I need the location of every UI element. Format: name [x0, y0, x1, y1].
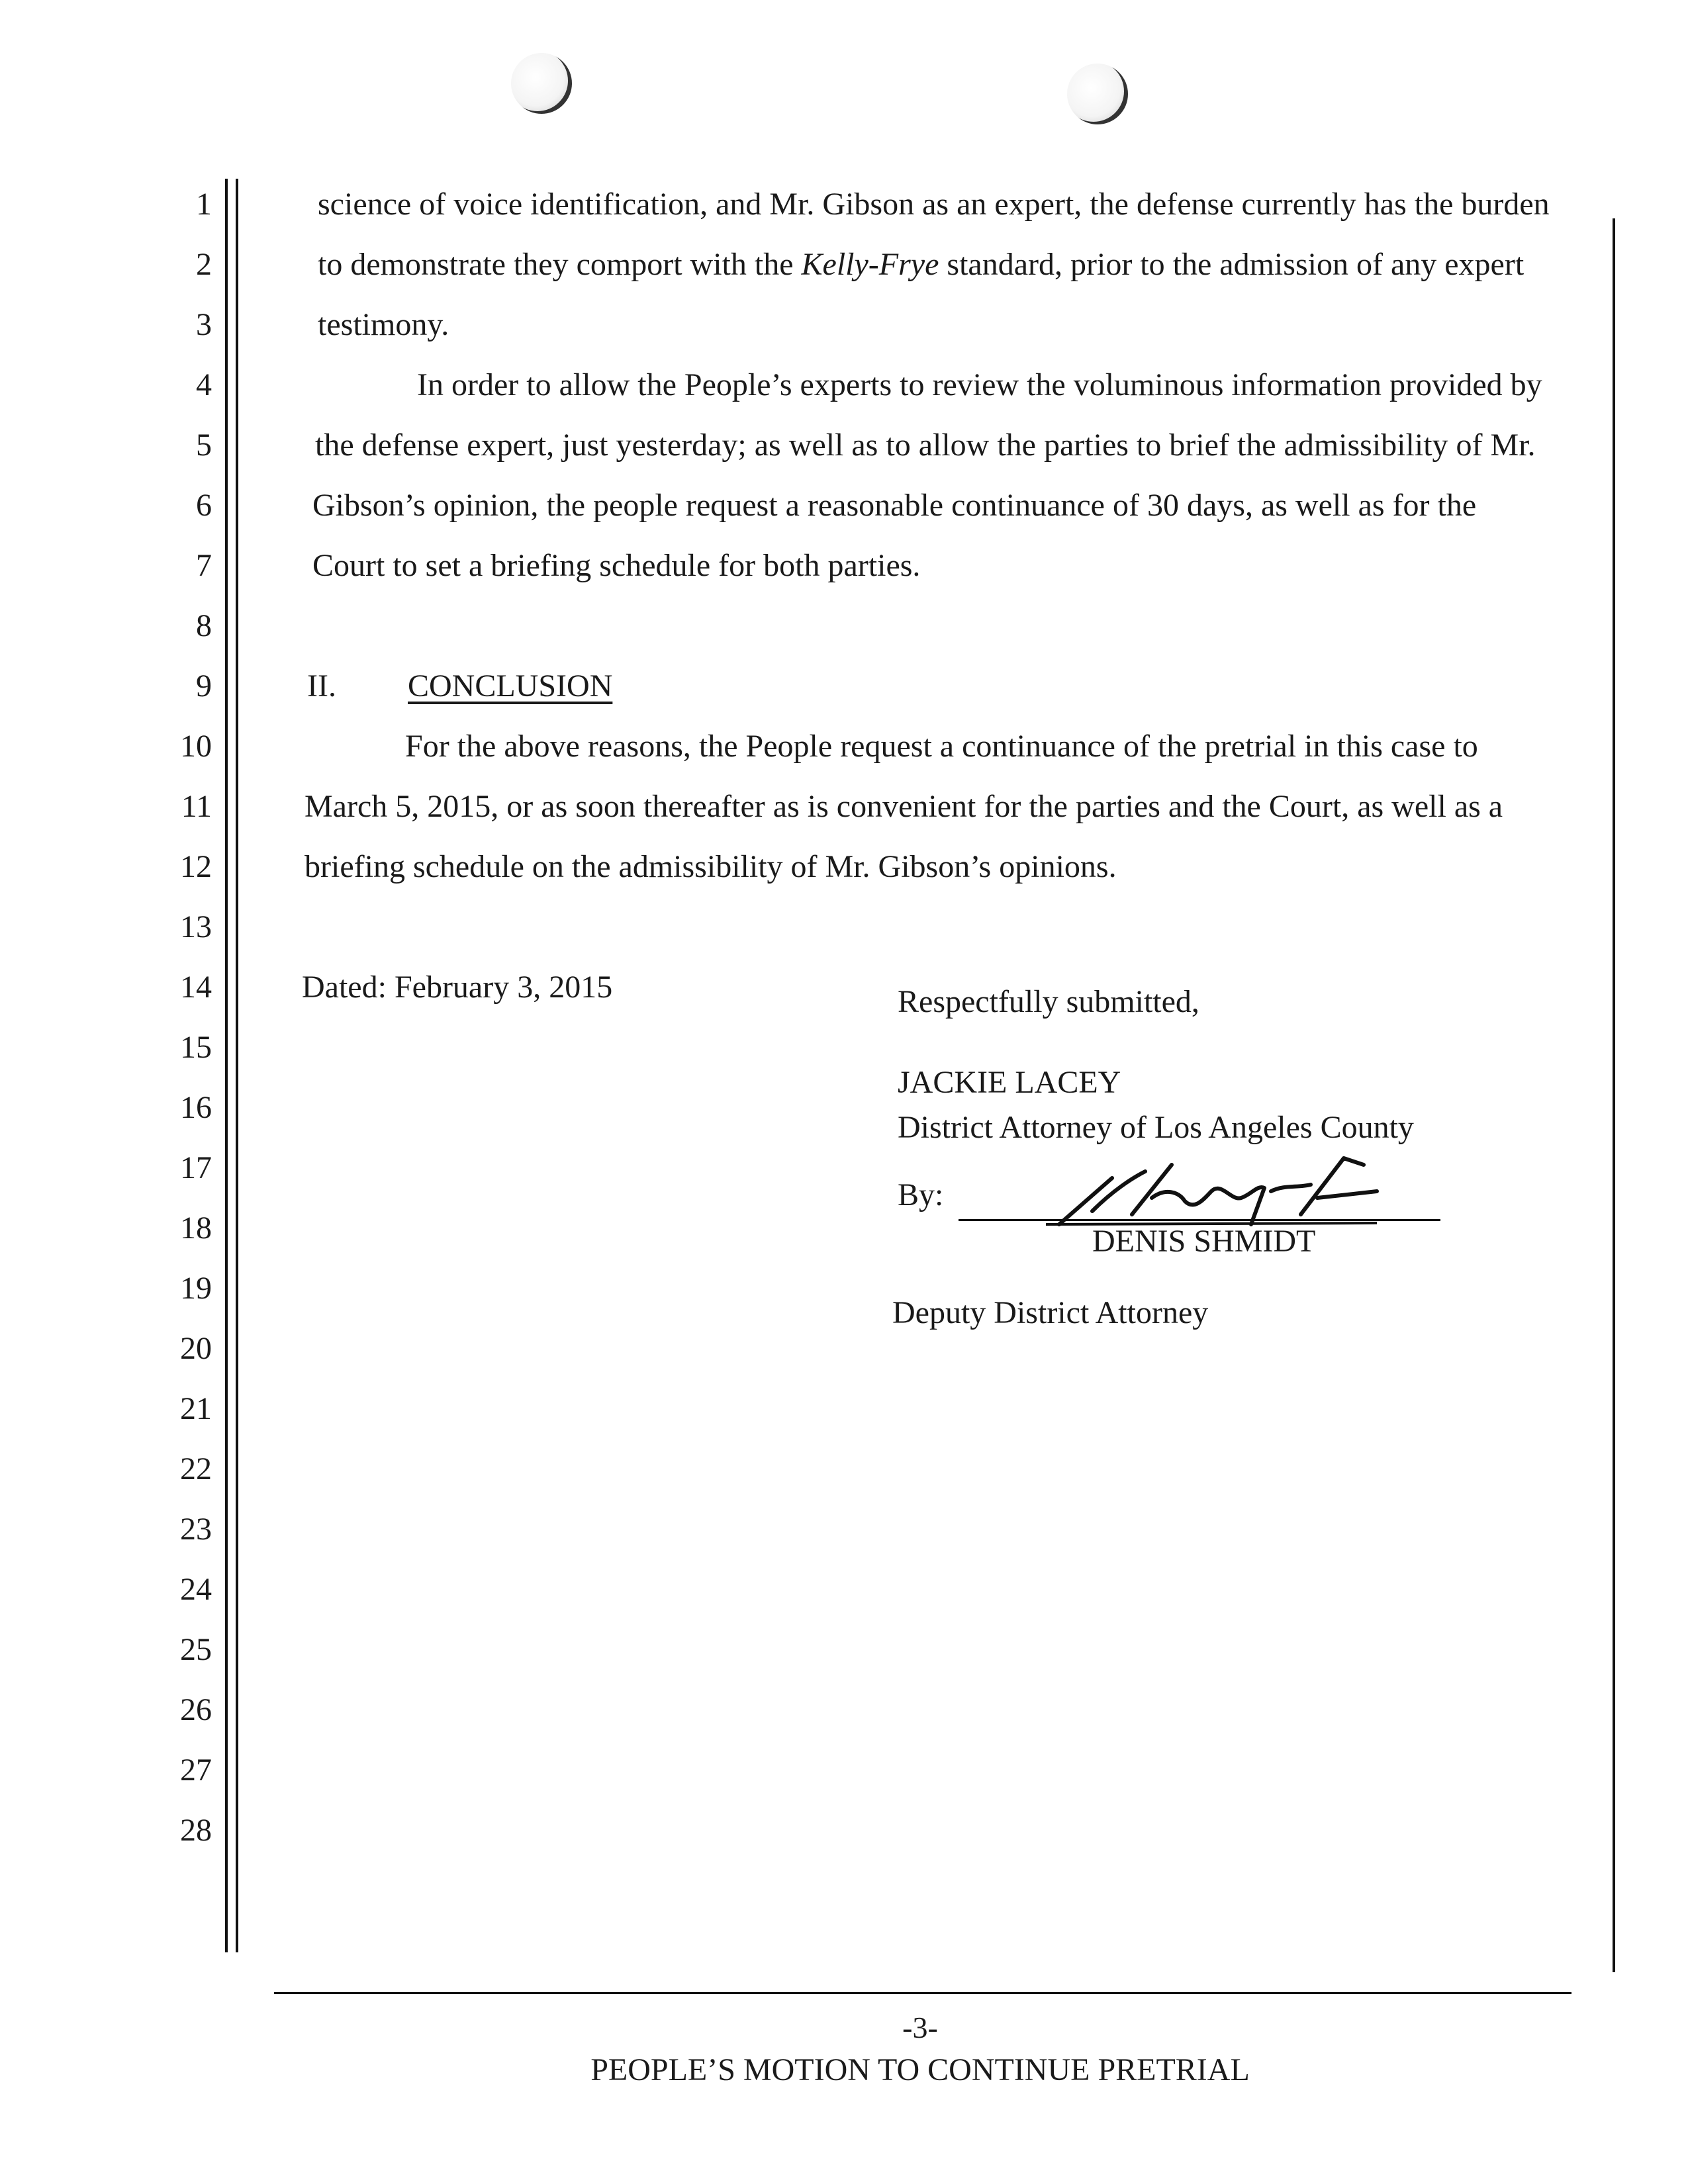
line-number: 21 [180, 1391, 212, 1426]
line-number: 12 [180, 849, 212, 884]
line-number: 26 [180, 1692, 212, 1727]
footer-rule [274, 1992, 1571, 1994]
body-line: science of voice identification, and Mr. Gibson as an expert, the defense currently has the burden [318, 187, 1550, 222]
line-number: 2 [196, 247, 212, 282]
line-number: 13 [180, 909, 212, 944]
body-line: testimony. [318, 307, 449, 342]
line-number: 3 [196, 307, 212, 342]
line-number: 25 [180, 1632, 212, 1667]
right-margin-rule [1613, 218, 1615, 1972]
line-number: 20 [180, 1331, 212, 1366]
punch-hole-right [1067, 64, 1128, 124]
punch-hole-left [511, 53, 572, 114]
date-line: Dated: February 3, 2015 [302, 970, 613, 1005]
signer-name: DENIS SHMIDT [1092, 1224, 1316, 1259]
line-number: 19 [180, 1271, 212, 1306]
line-number: 17 [180, 1150, 212, 1185]
body-line: In order to allow the People’s experts to review the voluminous information provided by [417, 367, 1542, 402]
line-number: 7 [196, 548, 212, 583]
line-number: 8 [196, 608, 212, 643]
line-number: 14 [180, 970, 212, 1005]
page-number: -3- [902, 2011, 938, 2044]
line-number: 16 [180, 1090, 212, 1125]
line-number: 27 [180, 1752, 212, 1788]
line-number: 4 [196, 367, 212, 402]
line-number: 28 [180, 1813, 212, 1848]
body-line [318, 249, 1524, 281]
case-citation: Kelly-Frye [801, 247, 939, 282]
body-line: the defense expert, just yesterday; as well as to allow the parties to brief the admissibility of Mr. [315, 428, 1536, 463]
closing: Respectfully submitted, [898, 984, 1199, 1019]
body-text-segment: standard, prior to the admission of any expert [939, 247, 1524, 282]
document-title: PEOPLE’S MOTION TO CONTINUE PRETRIAL [590, 2052, 1250, 2087]
line-number: 5 [196, 428, 212, 463]
line-number: 1 [196, 187, 212, 222]
section-number: II. [307, 668, 336, 704]
body-line: March 5, 2015, or as soon thereafter as is convenient for the parties and the Court, as well as a [305, 789, 1503, 824]
da-name: JACKIE LACEY [898, 1065, 1121, 1100]
signer-title: Deputy District Attorney [892, 1295, 1209, 1330]
line-number: 11 [181, 789, 212, 824]
da-office: District Attorney of Los Angeles County [898, 1110, 1414, 1145]
section-heading: CONCLUSION [408, 668, 613, 704]
body-line: For the above reasons, the People request a continuance of the pretrial in this case to [405, 729, 1478, 764]
line-number: 24 [180, 1572, 212, 1607]
body-line: briefing schedule on the admissibility of Mr. Gibson’s opinions. [305, 849, 1117, 884]
line-number: 15 [180, 1030, 212, 1065]
line-number: 23 [180, 1512, 212, 1547]
body-line: Gibson’s opinion, the people request a reasonable continuance of 30 days, as well as for the [312, 488, 1477, 523]
left-margin-rule-outer [225, 179, 228, 1952]
by-label: By: [898, 1177, 944, 1212]
body-line: Court to set a briefing schedule for both parties. [312, 548, 921, 583]
left-margin-rule-inner [236, 179, 238, 1952]
body-text-segment: to demonstrate they comport with the [318, 247, 802, 282]
line-number: 18 [180, 1210, 212, 1246]
line-number: 22 [180, 1451, 212, 1486]
line-number: 9 [196, 668, 212, 704]
line-number: 6 [196, 488, 212, 523]
line-number: 10 [180, 729, 212, 764]
